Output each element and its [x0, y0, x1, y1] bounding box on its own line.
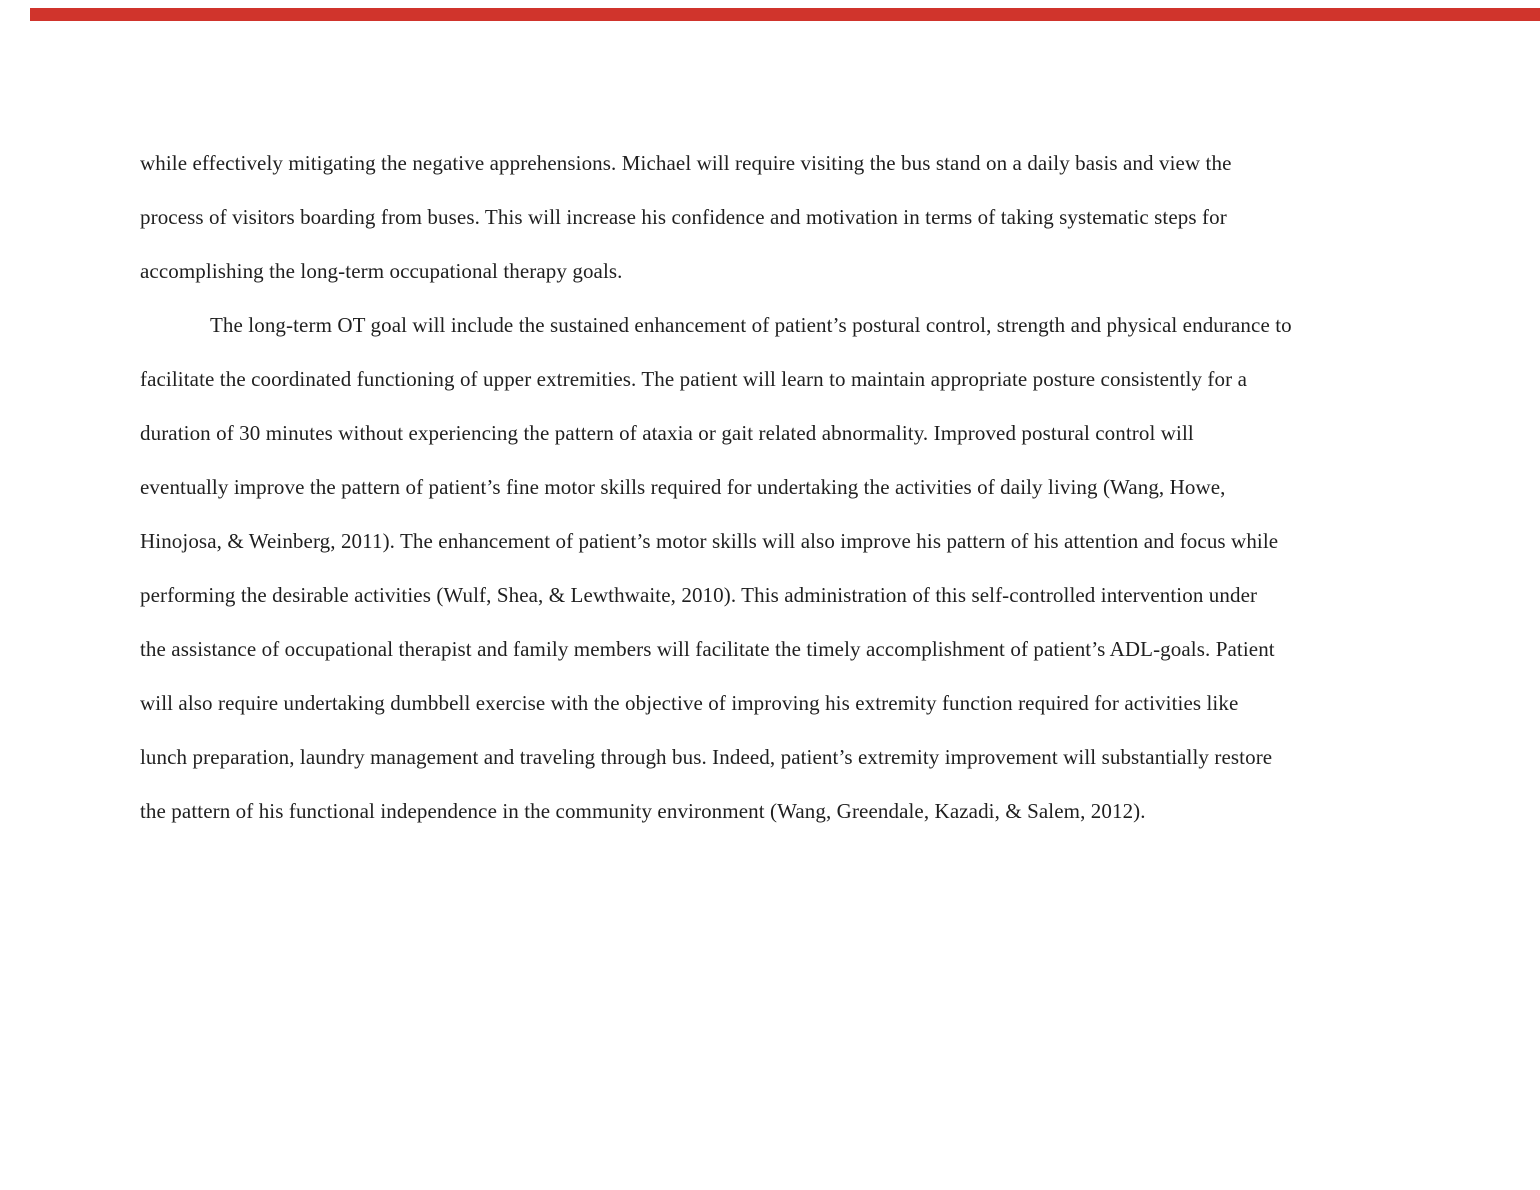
document-text	[140, 136, 1410, 838]
top-accent-bar	[30, 8, 1540, 21]
text-line: while effectively mitigating the negative apprehensions. Michael will require visiting the bus stand on a daily basis and view the	[140, 151, 1232, 175]
text-line: accomplishing the long-term occupational therapy goals.	[140, 259, 623, 283]
text-line: the pattern of his functional independence in the community environment (Wang, Greendale, Kazadi, & Salem, 2012).	[140, 799, 1146, 823]
text-line: will also require undertaking dumbbell exercise with the objective of improving his extremity function required for activities like	[140, 691, 1239, 715]
text-line: facilitate the coordinated functioning of upper extremities. The patient will learn to maintain appropriate posture consistently for a	[140, 367, 1247, 391]
paragraph	[140, 136, 1410, 298]
text-line: the assistance of occupational therapist and family members will facilitate the timely accomplishment of patient’s ADL-goals. Patient	[140, 637, 1275, 661]
text-line: eventually improve the pattern of patient’s fine motor skills required for undertaking the activities of daily living (Wang, Howe,	[140, 475, 1226, 499]
text-line: Hinojosa, & Weinberg, 2011). The enhancement of patient’s motor skills will also improve his pattern of his attention and focus while	[140, 529, 1279, 553]
text-line: The long-term OT goal will include the sustained enhancement of patient’s postural control, strength and physical endurance to	[210, 313, 1292, 337]
text-line: process of visitors boarding from buses. This will increase his confidence and motivation in terms of taking systematic steps for	[140, 205, 1227, 229]
paragraph	[140, 298, 1410, 838]
text-line: duration of 30 minutes without experiencing the pattern of ataxia or gait related abnormality. Improved postural control will	[140, 421, 1194, 445]
text-line: performing the desirable activities (Wulf, Shea, & Lewthwaite, 2010). This administration of this self-controlled intervention under	[140, 583, 1258, 607]
text-line: lunch preparation, laundry management and traveling through bus. Indeed, patient’s extremity improvement will substantially restore	[140, 745, 1273, 769]
